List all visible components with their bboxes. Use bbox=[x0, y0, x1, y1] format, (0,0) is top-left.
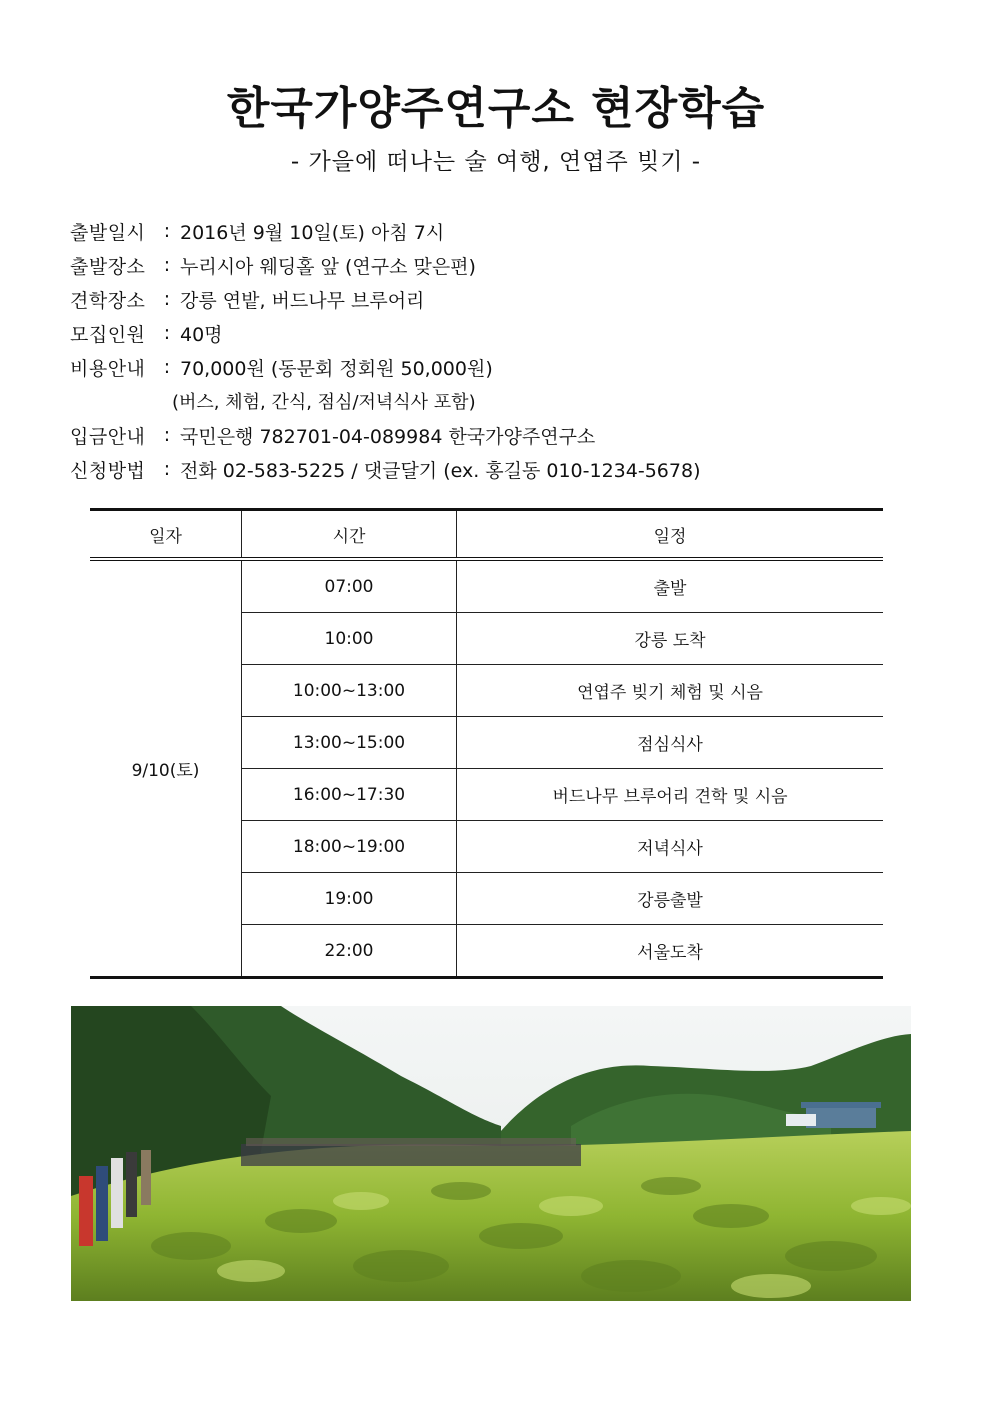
time-cell: 07:00 bbox=[242, 559, 457, 613]
info-key: 출발장소 bbox=[70, 255, 146, 278]
info-key: 비용안내 bbox=[70, 357, 146, 380]
time-cell: 16:00~17:30 bbox=[242, 769, 457, 821]
info-cost-note: (버스, 체험, 간식, 점심/저녁식사 포함) bbox=[172, 392, 476, 413]
info-row-departure-time bbox=[70, 214, 930, 248]
header-date: 일자 bbox=[90, 510, 242, 560]
info-value: 2016년 9월 10일(토) 아침 7시 bbox=[180, 221, 445, 244]
event-cell: 강릉출발 bbox=[457, 873, 884, 925]
header-event: 일정 bbox=[457, 510, 884, 560]
schedule-table bbox=[90, 508, 883, 979]
event-cell: 점심식사 bbox=[457, 717, 884, 769]
time-cell: 19:00 bbox=[242, 873, 457, 925]
info-section bbox=[70, 214, 930, 486]
event-cell: 연엽주 빚기 체험 및 시음 bbox=[457, 665, 884, 717]
info-separator: : bbox=[163, 220, 171, 242]
info-row-cost bbox=[70, 350, 930, 384]
info-value: 70,000원 (동문회 정회원 50,000원) bbox=[180, 357, 493, 380]
info-value: 강릉 연밭, 버드나무 브루어리 bbox=[180, 289, 425, 312]
info-key: 모집인원 bbox=[70, 323, 146, 346]
event-cell: 서울도착 bbox=[457, 925, 884, 978]
info-row-capacity bbox=[70, 316, 930, 350]
schedule-header-row bbox=[90, 510, 883, 560]
time-cell: 13:00~15:00 bbox=[242, 717, 457, 769]
info-separator: : bbox=[163, 322, 171, 344]
event-cell: 강릉 도착 bbox=[457, 613, 884, 665]
info-value: 누리시아 웨딩홀 앞 (연구소 맞은편) bbox=[180, 255, 476, 278]
info-key: 입금안내 bbox=[70, 425, 146, 448]
page-title: 한국가양주연구소 현장학습 bbox=[226, 83, 766, 134]
event-cell: 버드나무 브루어리 견학 및 시음 bbox=[457, 769, 884, 821]
time-cell: 10:00 bbox=[242, 613, 457, 665]
info-key: 출발일시 bbox=[70, 221, 146, 244]
event-cell: 출발 bbox=[457, 559, 884, 613]
info-separator: : bbox=[163, 356, 171, 378]
info-separator: : bbox=[163, 254, 171, 276]
date-cell: 9/10(토) bbox=[90, 559, 242, 978]
info-key: 신청방법 bbox=[70, 459, 146, 482]
info-key: 견학장소 bbox=[70, 289, 146, 312]
bus bbox=[786, 1114, 816, 1126]
table-row bbox=[90, 559, 883, 613]
time-cell: 10:00~13:00 bbox=[242, 665, 457, 717]
lotus-field-illustration bbox=[71, 1006, 911, 1301]
time-cell: 22:00 bbox=[242, 925, 457, 978]
header-time: 시간 bbox=[242, 510, 457, 560]
info-value: 국민은행 782701-04-089984 한국가양주연구소 bbox=[180, 425, 596, 448]
info-row-departure-place bbox=[70, 248, 930, 282]
info-value: 40명 bbox=[180, 323, 223, 346]
lotus-field-photo bbox=[71, 1006, 911, 1301]
page-subtitle: - 가을에 떠나는 술 여행, 연엽주 빚기 - bbox=[290, 149, 702, 175]
building-roof bbox=[801, 1102, 881, 1108]
info-row-tour-place bbox=[70, 282, 930, 316]
info-row-application bbox=[70, 452, 930, 486]
info-row-payment bbox=[70, 418, 930, 452]
time-cell: 18:00~19:00 bbox=[242, 821, 457, 873]
info-value: 전화 02-583-5225 / 댓글달기 (ex. 홍길동 010-1234-5678) bbox=[180, 459, 701, 482]
info-separator: : bbox=[163, 424, 171, 446]
crowd bbox=[241, 1138, 581, 1166]
building bbox=[806, 1106, 876, 1128]
event-cell: 저녁식사 bbox=[457, 821, 884, 873]
info-separator: : bbox=[163, 458, 171, 480]
info-separator: : bbox=[163, 288, 171, 310]
